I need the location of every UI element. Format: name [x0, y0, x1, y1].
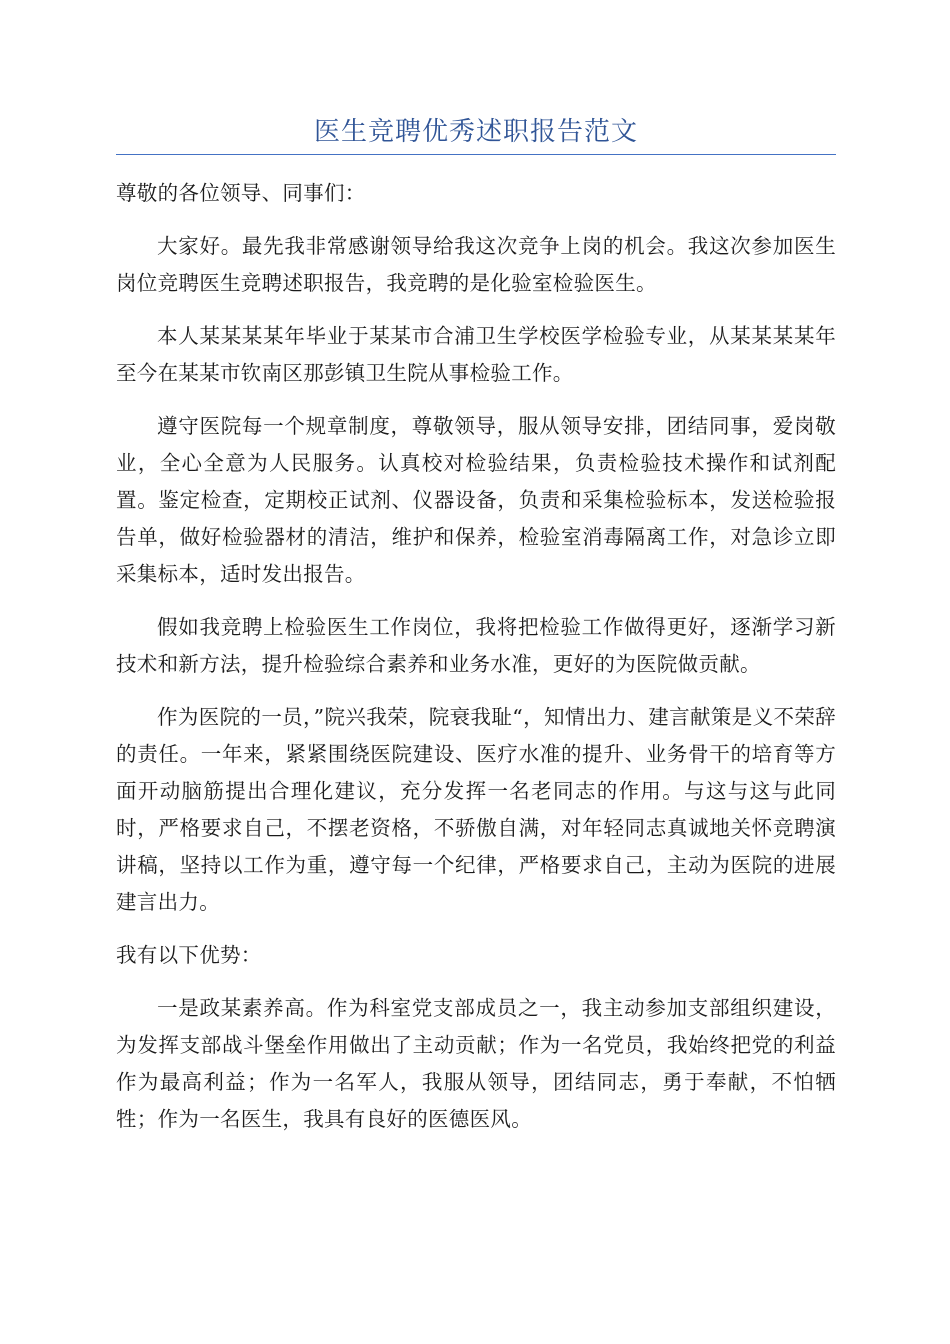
title-underline	[116, 154, 836, 155]
body-paragraph: 一是政某素养高。作为科室党支部成员之一，我主动参加支部组织建设，为发挥支部战斗堡垒作用做出了主动贡献；作为一名党员，我始终把党的利益作为最高利益；作为一名军人，我服从领导，团结同志，勇于奉献，不怕牺牲；作为一名医生，我具有良好的医德医风。	[116, 996, 836, 1131]
body-paragraph: 大家好。最先我非常感谢领导给我这次竞争上岗的机会。我这次参加医生岗位竞聘医生竞聘述职报告，我竞聘的是化验室检验医生。	[116, 234, 836, 295]
advantages-heading-paragraph: 我有以下优势：	[116, 943, 262, 967]
body-paragraph: 本人某某某某年毕业于某某市合浦卫生学校医学检验专业，从某某某某年至今在某某市钦南区那彭镇卫生院从事检验工作。	[116, 324, 836, 385]
salutation-paragraph: 尊敬的各位领导、同事们：	[116, 181, 366, 205]
body-paragraph: 作为医院的一员，”院兴我荣，院衰我耻“，知情出力、建言献策是义不荣辞的责任。一年来，紧紧围绕医院建设、医疗水准的提升、业务骨干的培育等方面开动脑筋提出合理化建议，充分发挥一名老同志的作用。与这与这与此同时，严格要求自己，不摆老资格，不骄傲自满，对年轻同志真诚地关怀竞聘演讲稿，坚持以工作为重，遵守每一个纪律，严格要求自己，主动为医院的进展建言出力。	[116, 705, 836, 914]
body-paragraph: 假如我竞聘上检验医生工作岗位，我将把检验工作做得更好，逐渐学习新技术和新方法，提升检验综合素养和业务水准，更好的为医院做贡献。	[116, 615, 836, 676]
document-page	[116, 112, 836, 1154]
document-title: 医生竞聘优秀述职报告范文	[313, 117, 638, 147]
body-paragraph: 遵守医院每一个规章制度，尊敬领导，服从领导安排，团结同事，爱岗敬业，全心全意为人民服务。认真校对检验结果，负责检验技术操作和试剂配置。鉴定检查，定期校正试剂、仪器设备，负责和采集检验标本，发送检验报告单，做好检验器材的清洁，维护和保养，检验室消毒隔离工作，对急诊立即采集标本，适时发出报告。	[116, 414, 836, 586]
